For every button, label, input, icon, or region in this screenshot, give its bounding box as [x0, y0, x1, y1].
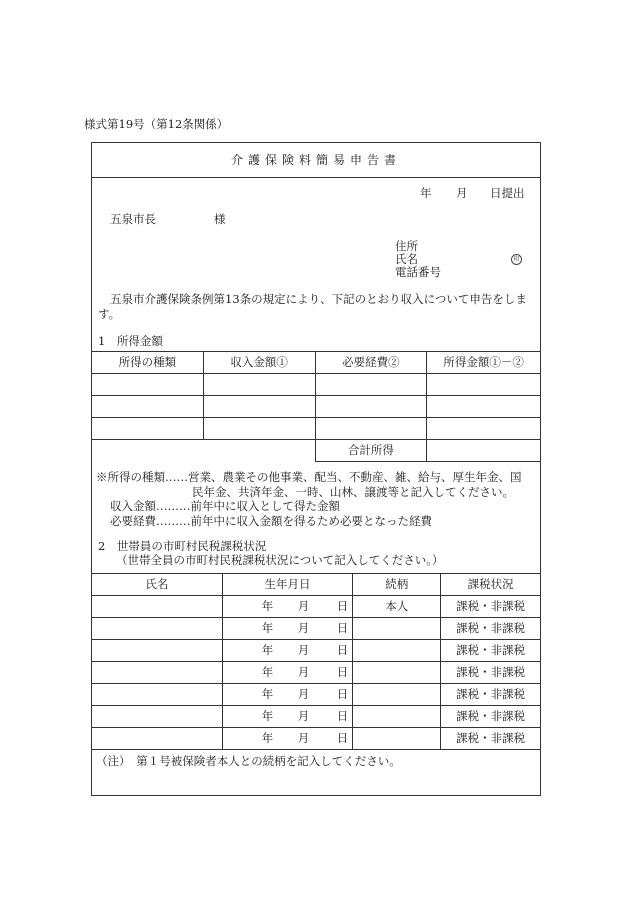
member-name-cell[interactable]	[92, 706, 223, 728]
footnote: （注） 第１号被保険者本人との続柄を記入してください。	[96, 754, 401, 768]
birth-year-label: 年	[261, 687, 274, 701]
income-amount-cell[interactable]	[203, 396, 315, 418]
seal-mark: 印	[511, 254, 522, 265]
income-notes	[96, 470, 522, 528]
birthdate-cell[interactable]	[222, 662, 353, 684]
col-name: 氏名	[92, 574, 223, 596]
phone-label: 電話番号	[395, 265, 441, 279]
note-line: ※所得の種類……営業、農業その他事業、配当、不動産、雑、給与、厚生年金、国	[96, 470, 522, 484]
table-row	[92, 396, 541, 418]
birth-day-label: 日	[336, 687, 349, 701]
total-income-cell[interactable]	[427, 440, 541, 462]
birth-day-label: 日	[336, 709, 349, 723]
col-tax-status: 課税状況	[441, 574, 541, 596]
birth-year-label: 年	[261, 709, 274, 723]
note-line: 必要経費………前年中に収入金額を得るため必要となった経費	[110, 513, 432, 528]
relation-cell[interactable]	[353, 640, 441, 662]
tax-status-cell[interactable]: 課税・非課税	[441, 640, 541, 662]
member-name-cell[interactable]	[92, 640, 223, 662]
table-row	[92, 728, 541, 750]
birth-day-label: 日	[336, 731, 349, 745]
income-table	[91, 351, 541, 462]
col-net-income: 所得金額①－②	[427, 352, 541, 374]
form-frame	[91, 142, 541, 796]
birth-day-label: 日	[336, 599, 349, 613]
birth-day-label: 日	[336, 621, 349, 635]
tax-status-cell[interactable]: 課税・非課税	[441, 596, 541, 618]
birthdate-cell[interactable]	[222, 728, 353, 750]
tax-status-cell[interactable]: 課税・非課税	[441, 618, 541, 640]
member-name-cell[interactable]	[92, 662, 223, 684]
table-row	[92, 418, 541, 440]
blank-cell	[92, 440, 316, 462]
section2-heading: 2 世帯員の市町村民税課税状況	[98, 539, 267, 553]
relation-cell[interactable]: 本人	[353, 596, 441, 618]
expenses-cell[interactable]	[315, 396, 427, 418]
name-label: 氏名	[395, 252, 418, 266]
note-line: 収入金額………前年中に収入として得た金額	[110, 499, 340, 513]
expenses-cell[interactable]	[315, 418, 427, 440]
col-relation: 続柄	[353, 574, 441, 596]
col-expenses: 必要経費②	[315, 352, 427, 374]
addressee-honorific: 様	[214, 212, 226, 226]
birth-month-label: 月	[297, 643, 310, 657]
col-income-amount: 収入金額①	[203, 352, 315, 374]
col-income-type: 所得の種類	[92, 352, 204, 374]
member-name-cell[interactable]	[92, 684, 223, 706]
birth-day-label: 日	[336, 643, 349, 657]
form-title: 介護保険料簡易申告書	[92, 143, 540, 178]
tax-status-cell[interactable]: 課税・非課税	[441, 662, 541, 684]
birthdate-cell[interactable]	[222, 640, 353, 662]
birth-month-label: 月	[297, 709, 310, 723]
net-income-cell[interactable]	[427, 418, 541, 440]
birth-month-label: 月	[297, 731, 310, 745]
tax-status-cell[interactable]: 課税・非課税	[441, 728, 541, 750]
birth-year-label: 年	[261, 731, 274, 745]
relation-cell[interactable]	[353, 728, 441, 750]
member-name-cell[interactable]	[92, 728, 223, 750]
relation-cell[interactable]	[353, 684, 441, 706]
birthdate-cell[interactable]	[222, 706, 353, 728]
birthdate-cell[interactable]	[222, 596, 353, 618]
birth-year-label: 年	[261, 599, 274, 613]
income-type-cell[interactable]	[92, 374, 204, 396]
net-income-cell[interactable]	[427, 374, 541, 396]
table-row	[92, 596, 541, 618]
table-row	[92, 662, 541, 684]
income-type-cell[interactable]	[92, 396, 204, 418]
member-name-cell[interactable]	[92, 596, 223, 618]
birth-year-label: 年	[261, 643, 274, 657]
birth-year-label: 年	[261, 621, 274, 635]
table-row	[92, 374, 541, 396]
table-row	[92, 640, 541, 662]
table-row	[92, 684, 541, 706]
tax-status-cell[interactable]: 課税・非課税	[441, 706, 541, 728]
member-name-cell[interactable]	[92, 618, 223, 640]
date-month: 月	[456, 186, 468, 200]
address-label: 住所	[395, 239, 418, 253]
birth-year-label: 年	[261, 665, 274, 679]
birth-month-label: 月	[297, 599, 310, 613]
relation-cell[interactable]	[353, 618, 441, 640]
relation-cell[interactable]	[353, 706, 441, 728]
table-row	[92, 706, 541, 728]
net-income-cell[interactable]	[427, 396, 541, 418]
birth-day-label: 日	[336, 665, 349, 679]
section2-subheading: （世帯全員の市町村民税課税状況について記入してください。）	[116, 553, 444, 567]
note-line: 民年金、共済年金、一時、山林、譲渡等と記入してください。	[192, 484, 514, 499]
form-number: 様式第19号（第12条関係）	[84, 117, 229, 131]
intro-text: 五泉市介護保険条例第13条の規定により、下記のとおり収入について申告をします。	[98, 292, 527, 321]
section1-heading: 1 所得金額	[98, 334, 163, 348]
income-amount-cell[interactable]	[203, 374, 315, 396]
col-birthdate: 生年月日	[222, 574, 353, 596]
birth-month-label: 月	[297, 687, 310, 701]
tax-status-cell[interactable]: 課税・非課税	[441, 684, 541, 706]
expenses-cell[interactable]	[315, 374, 427, 396]
household-table	[91, 573, 541, 750]
relation-cell[interactable]	[353, 662, 441, 684]
date-submitted: 日提出	[490, 186, 525, 200]
birthdate-cell[interactable]	[222, 618, 353, 640]
total-income-label: 合計所得	[315, 440, 427, 462]
birth-month-label: 月	[297, 621, 310, 635]
date-year: 年	[420, 186, 432, 200]
income-type-cell[interactable]	[92, 418, 204, 440]
table-row	[92, 618, 541, 640]
birth-month-label: 月	[297, 665, 310, 679]
income-amount-cell[interactable]	[203, 418, 315, 440]
birthdate-cell[interactable]	[222, 684, 353, 706]
addressee-name: 五泉市長	[110, 212, 156, 226]
